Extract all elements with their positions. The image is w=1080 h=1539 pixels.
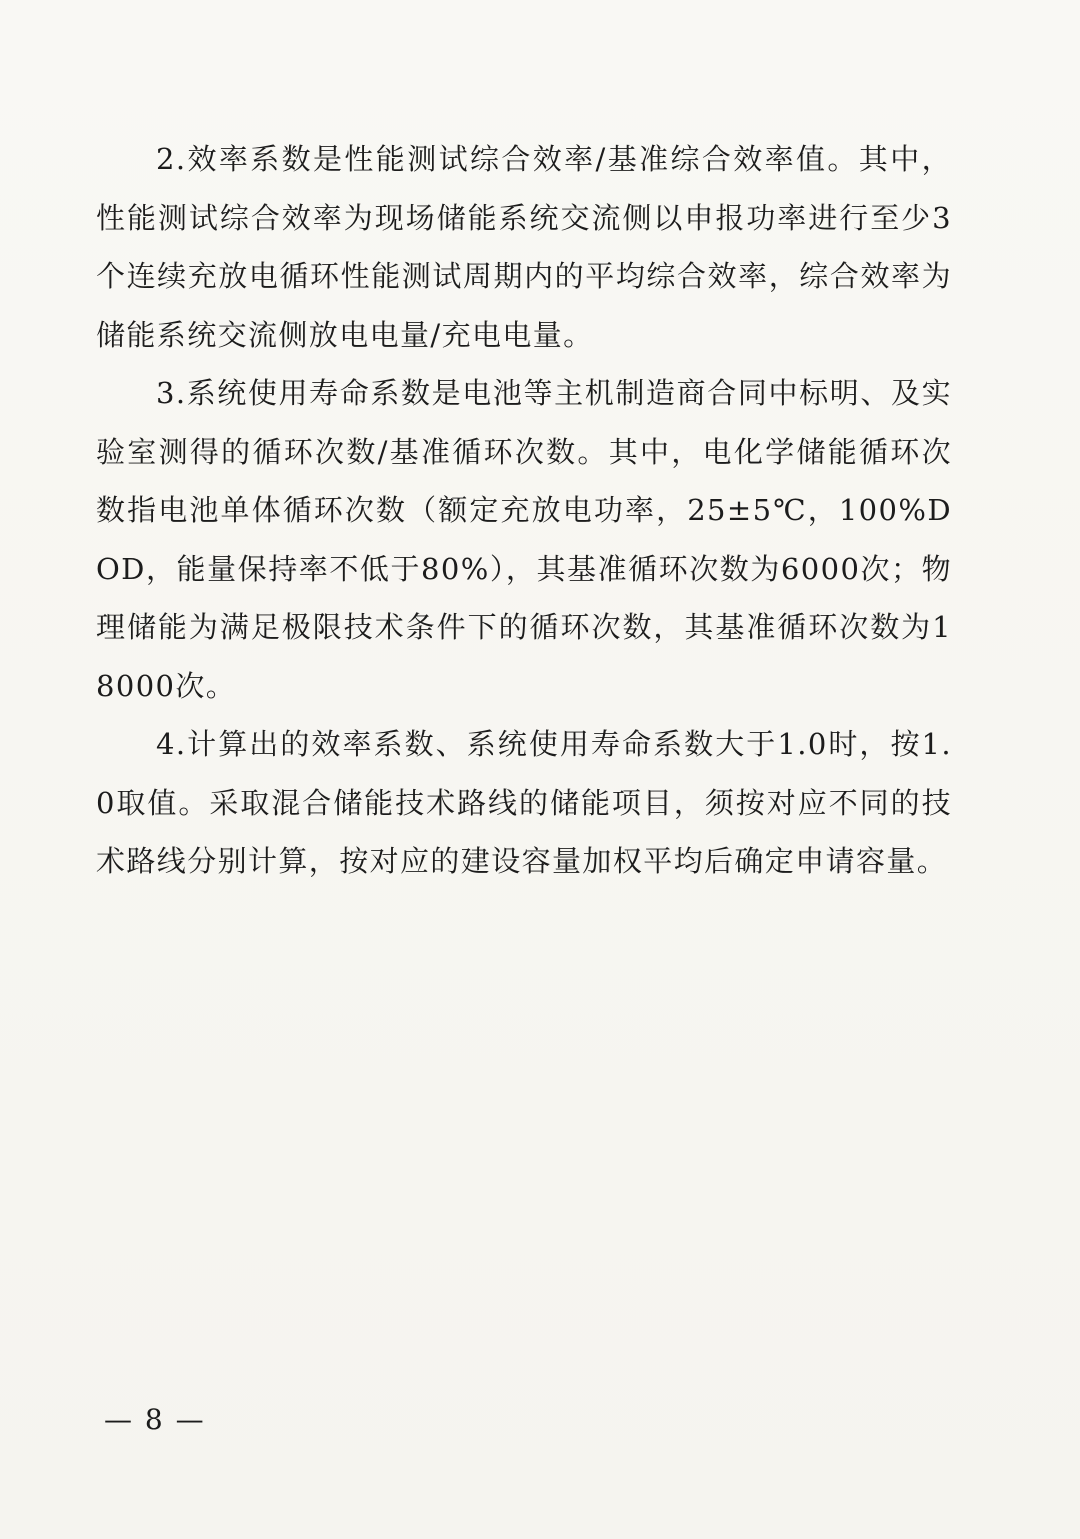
page-number: — 8 — [104, 1403, 206, 1436]
paragraph-service-life-coefficient: 3.系统使用寿命系数是电池等主机制造商合同中标明、及实验室测得的循环次数/基准循环次数。其中，电化学储能循环次数指电池单体循环次数（额定充放电功率，25±5℃，100%DOD，能量保持率不低于80%），其基准循环次数为6000次；物理储能为满足极限技术条件下的循环次数，其基准循环次数为18000次。 [96, 376, 952, 703]
paragraph-efficiency-coefficient: 2.效率系数是性能测试综合效率/基准综合效率值。其中，性能测试综合效率为现场储能系统交流侧以申报功率进行至少3个连续充放电循环性能测试周期内的平均综合效率，综合效率为储能系统交流侧放电电量/充电电量。 [96, 142, 952, 352]
document-body [96, 130, 952, 891]
paragraph-calculation-rule: 4.计算出的效率系数、系统使用寿命系数大于1.0时，按1.0取值。采取混合储能技术路线的储能项目，须按对应不同的技术路线分别计算，按对应的建设容量加权平均后确定申请容量。 [96, 727, 952, 878]
